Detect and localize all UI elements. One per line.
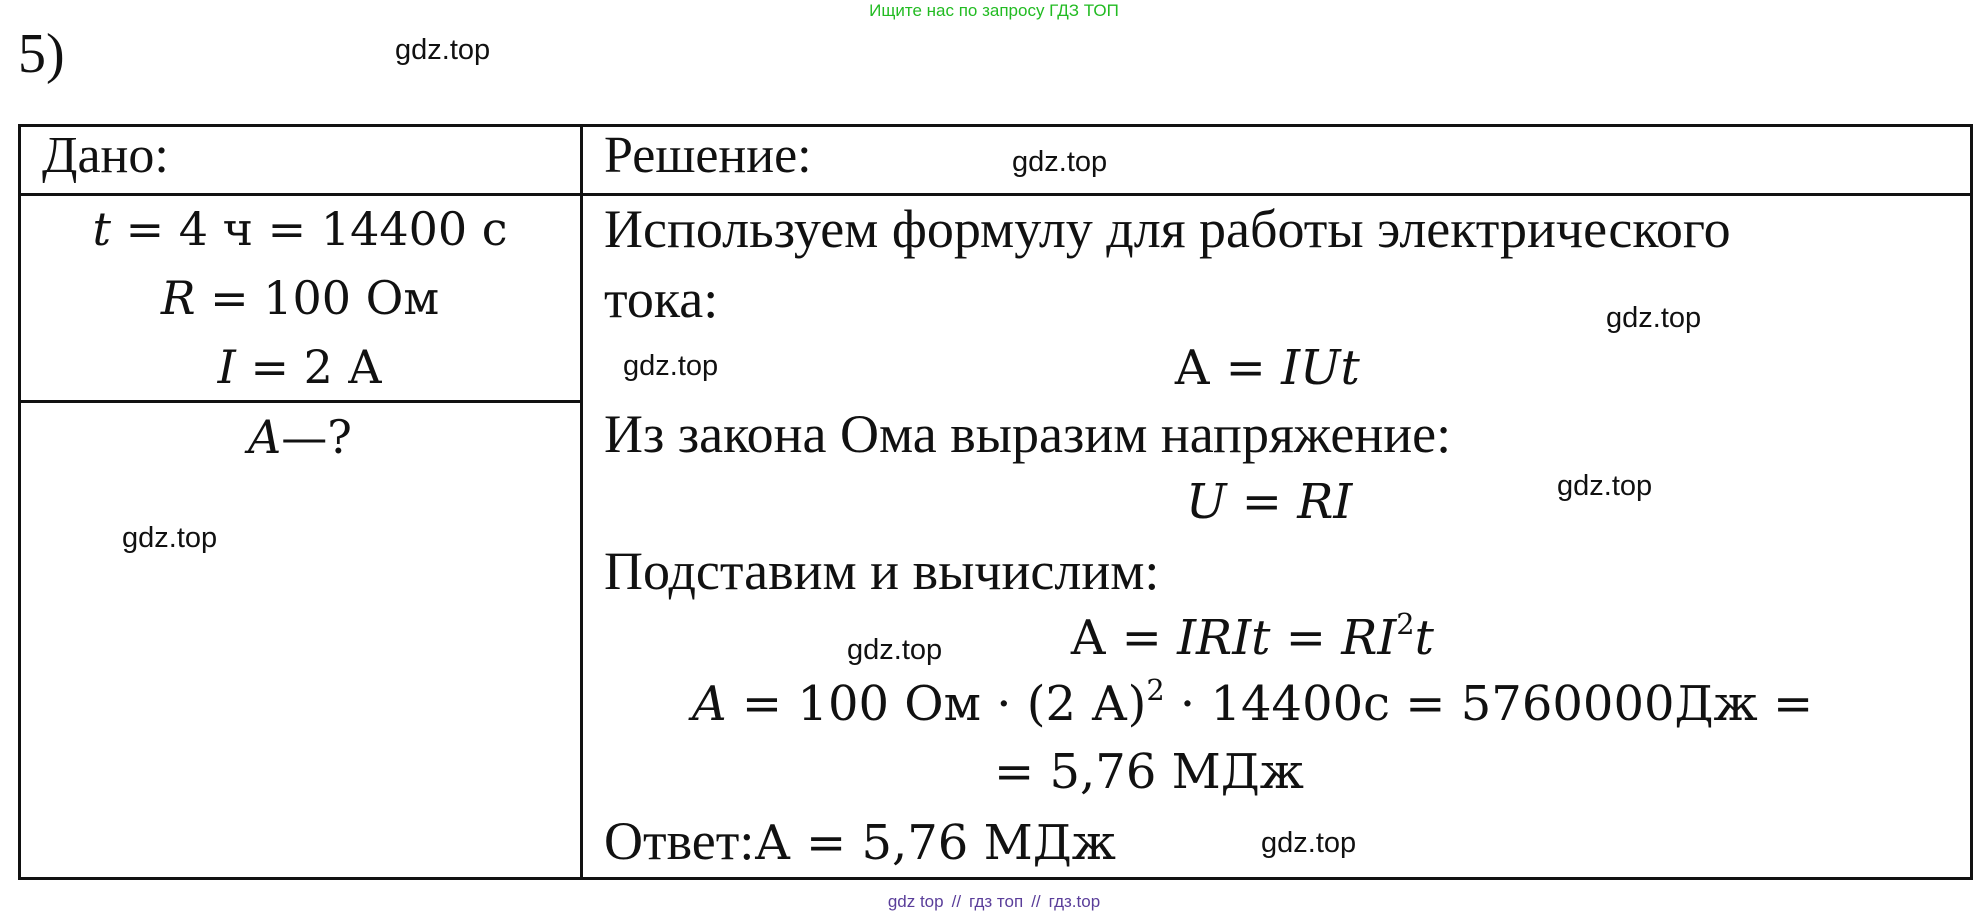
table-border-right <box>1970 124 1973 880</box>
given-find-divider <box>18 400 583 403</box>
formula-ohm: U = RI <box>1186 474 1353 530</box>
solution-line-3: Из закона Ома выразим напряжение: <box>604 404 1452 464</box>
calculation-line-1: A = 100 Ом · (2 А)$^2$ · 14400с = 5760000Дж = <box>692 672 1814 732</box>
bottom-banner-separator: // <box>951 892 962 911</box>
bottom-banner <box>0 892 1988 912</box>
watermark: gdz.top <box>847 634 943 666</box>
task-number: 5) <box>18 23 65 85</box>
watermark: gdz.top <box>395 34 491 66</box>
given-resistance: R = 100 Ом <box>160 271 440 325</box>
watermark: gdz.top <box>1557 470 1653 502</box>
solution-header: Решение: <box>604 127 812 184</box>
bottom-banner-part-2: гдз топ <box>969 892 1024 911</box>
bottom-banner-part-3: гдз.top <box>1048 892 1101 911</box>
bottom-banner-part-1: gdz top <box>887 892 944 911</box>
given-header: Дано: <box>42 127 169 184</box>
table-border-bottom <box>18 877 1973 880</box>
solution-line-1: Используем формулу для работы электрического <box>604 199 1731 259</box>
given-time: t = 4 ч = 14400 с <box>92 202 508 256</box>
watermark: gdz.top <box>1261 827 1357 859</box>
formula-substituted: А = IRIt = $RI^2t$ <box>1070 606 1434 666</box>
table-header-divider <box>18 193 1973 196</box>
bottom-banner-separator: // <box>1031 892 1041 911</box>
watermark: gdz.top <box>623 350 719 382</box>
calculation-line-2: = 5,76 МДж <box>994 744 1304 800</box>
table-divider-vertical <box>580 124 583 880</box>
solution-line-2: тока: <box>604 269 719 329</box>
watermark: gdz.top <box>1012 146 1108 178</box>
solution-line-4: Подставим и вычислим: <box>604 541 1160 601</box>
answer: Ответ:А = 5,76 МДж <box>604 811 1116 871</box>
given-current: I = 2 А <box>217 340 383 394</box>
top-banner: Ищите нас по запросу ГДЗ ТОП <box>869 1 1119 20</box>
formula-work: А = IUt <box>1174 340 1360 396</box>
table-border-top <box>18 124 1973 127</box>
watermark: gdz.top <box>1606 302 1702 334</box>
find-work: A—? <box>248 410 352 464</box>
watermark: gdz.top <box>122 522 218 554</box>
